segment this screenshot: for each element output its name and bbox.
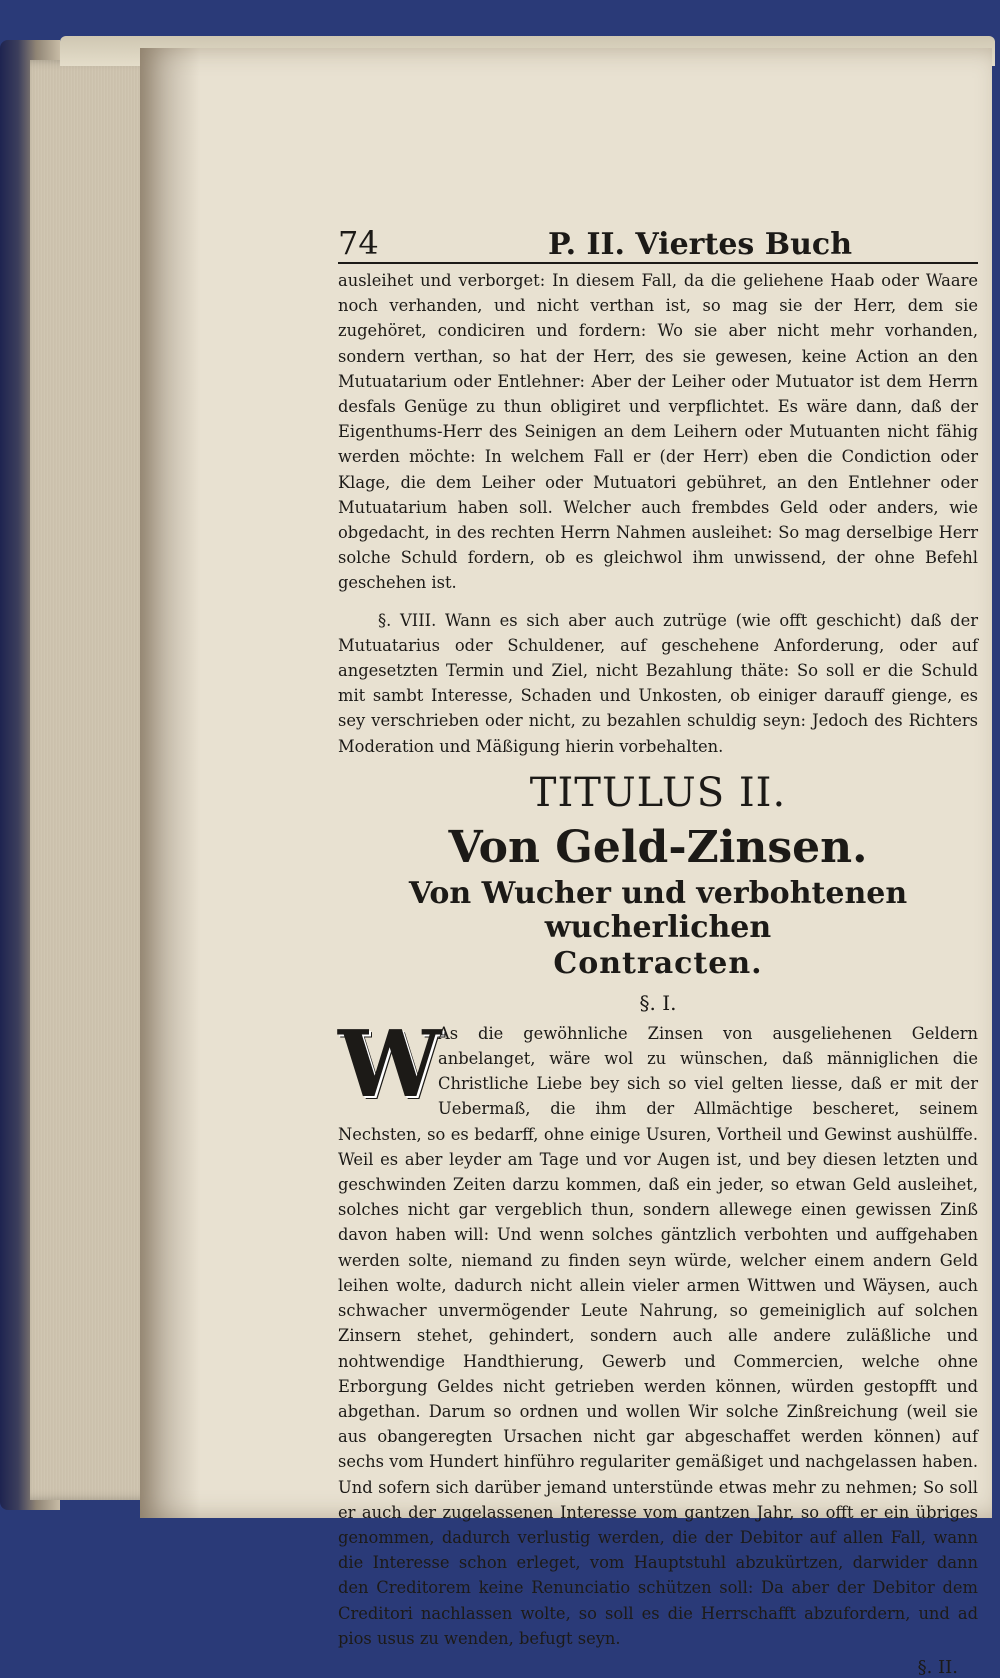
gutter-shadow: [140, 48, 200, 1518]
running-head: P. II. Viertes Buch: [548, 227, 852, 262]
decorated-initial: W: [338, 1009, 442, 1118]
subtitle-line-2: Contracten.: [553, 945, 763, 981]
paragraph-continuation: ausleihet und verborget: In diesem Fall, da die geliehene Haab oder Waare noch verhanden, und nicht verthan ist, so mag sie der Herr, dem sie zugehöret, condiciren und fordern: Wo sie aber nicht mehr vorhanden, sondern verthan, so hat der Herr, des sie gewesen, keine Action an den Mutuatarium oder Entlehner: Aber der Leiher oder Mutuator ist dem Herrn desfals Genüge zu thun obligiret und verpflichtet. Es wäre dann, daß der Eigenthums-Herr des Seinigen an dem Leihern oder Mutuanten nicht fähig werden möchte: In welchem Fall er (der Herr) eben die Condiction oder Klage, die dem Leiher oder Mutuatori gebühret, an den Entlehner oder Mutuatarium haben soll. Welcher auch frembdes Geld oder anders, wie obgedacht, in des rechten Herrn Nahmen ausleihet: So mag derselbige Herr solche Schuld fordern, ob es gleichwol ihm unwissend, der ohne Befehl geschehen ist.: [338, 271, 978, 593]
paragraph-section-i: As die gewöhnliche Zinsen von ausgeliehenen Geldern anbelanget, wäre wol zu wünschen, daß männiglichen die Christliche Liebe bey sich so viel gelten liesse, daß er mit der Uebermaß, die ihm der Allmächtige bescheret, seinem Nechsten, so es bedarff, ohne einige Usuren, Vortheil und Gewinst aushülffe. Weil es aber leyder am Tage und vor Augen ist, und bey diesen letzten und geschwinden Zeiten darzu kommen, daß ein jeder, so etwan Geld ausleihet, solches nicht gar vergeblich thun, sondern allewege einen gewissen Zinß davon haben will: Und wenn solches gäntzlich verbohten und auffgehaben werden solte, niemand zu finden seyn würde, welcher einem andern Geld leihen wolte, dadurch nicht allein vieler armen Wittwen und Wäysen, auch schwacher unvermögender Leute Nahrung, so gemeiniglich auf solchen Zinsern stehet, gehindert, sondern auch alle andere zuläßliche und nohtwendige Handthierung, Gewerb und Commercien, welche ohne Erborgung Geldes nicht getrieben werden können, würden gestopfft und abgethan. Darum so ordnen und wollen Wir solche Zinßreichung (weil sie aus obangeregten Ursachen nicht gar abgeschaffet werden können) auf sechs vom Hundert hinführo regulariter gemäßiget und nachgelassen haben. Und sofern sich darüber jemand unterstünde etwas mehr zu nehmen; So soll er auch der zugelassenen Interesse vom gantzen Jahr, so offt er ein übriges genommen, dadurch verlustig werden, die der Debitor auf allen Fall, wann die Interesse schon erleget, vom Hauptstuhl abzukürtzen, darwider dann den Creditorem keine Renunciatio schützen soll: Da aber der Debitor dem Creditori nachlassen wolte, so soll es die Herrschafft abzufordern, und ad pios usus zu wenden, befugt seyn.: [338, 1023, 978, 1648]
page-content: [338, 218, 978, 1678]
section-mark: §. I.: [639, 990, 677, 1015]
main-title: Von Geld-Zinsen.: [448, 821, 868, 873]
page-header: [338, 218, 978, 264]
section-body: [338, 1009, 978, 1651]
subtitle: Von Wucher und verbohtenen wucherlichen: [408, 875, 908, 945]
titulus-heading: TITULUS II.: [529, 769, 787, 816]
page-number: 74: [338, 224, 379, 262]
paragraph-section-viii: §. VIII. Wann es sich aber auch zutrüge (wie offt geschicht) daß der Mutuatarius oder Schuldener, auf geschehene Anforderung, oder auf angesetzten Termin und Ziel, nicht Bezahlung thäte: So soll er die Schuld mit sambt Interesse, Schaden und Unkosten, ob einiger darauff gienge, es sey verschrieben oder nicht, zu bezahlen schuldig seyn: Jedoch des Richters Moderation und Mäßigung hierin vorbehalten.: [338, 610, 978, 756]
catchword: §. II.: [917, 1656, 958, 1678]
